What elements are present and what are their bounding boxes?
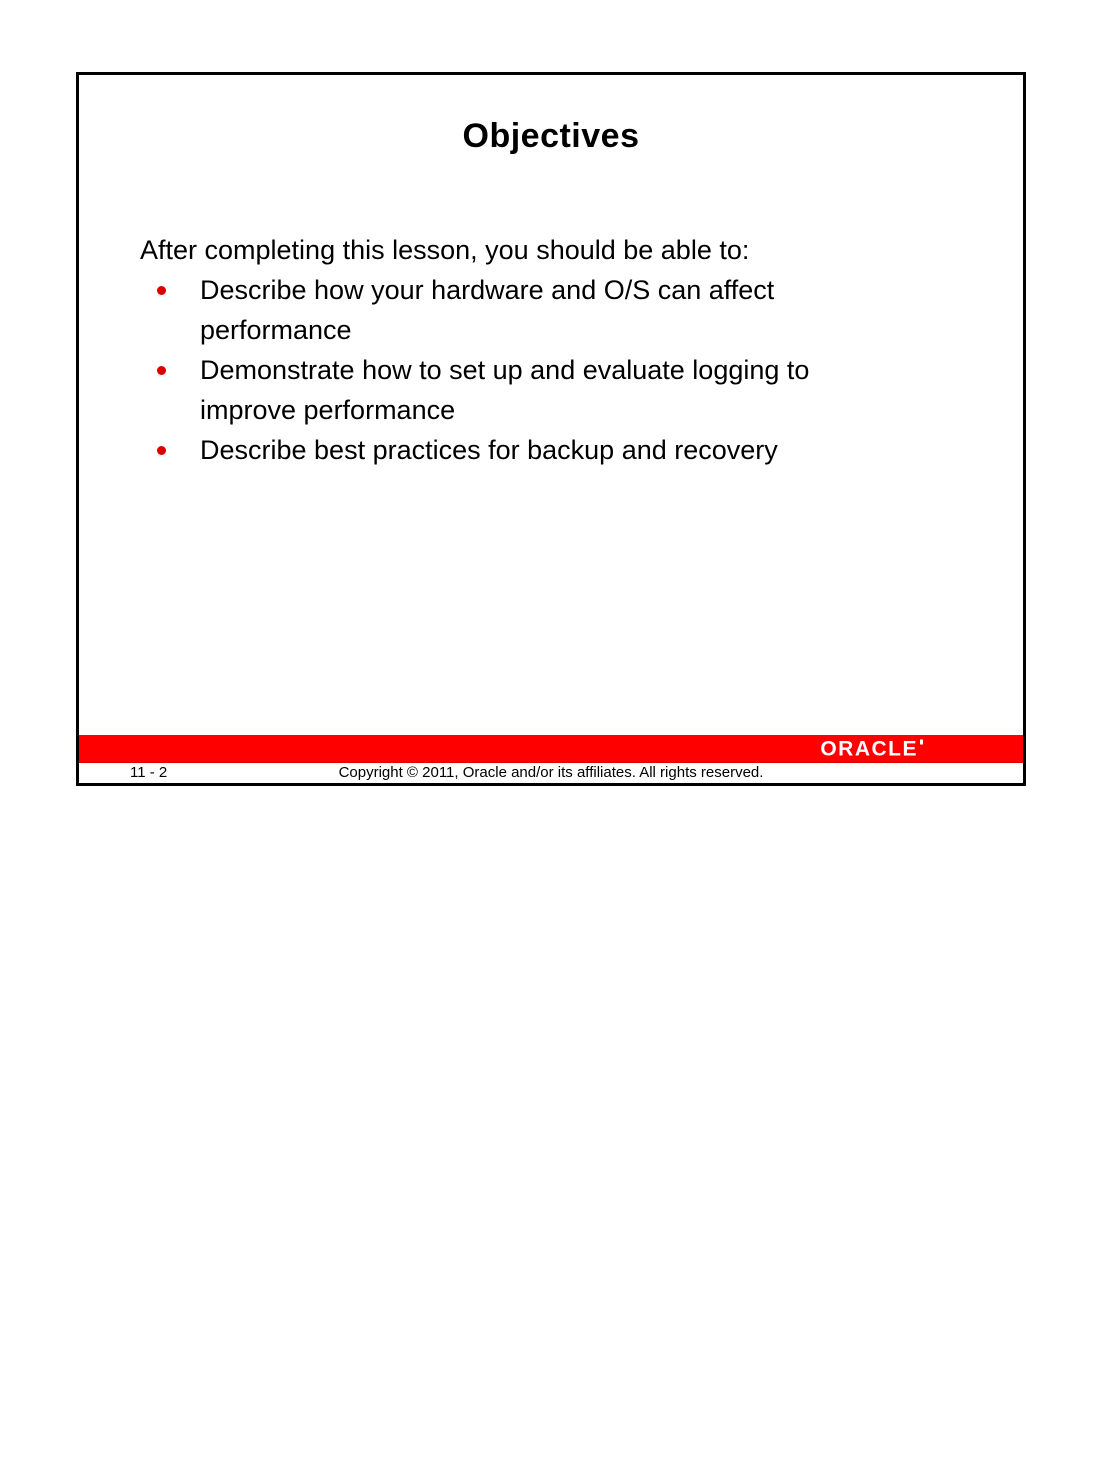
bullet-text: Describe best practices for backup and recovery (200, 435, 778, 465)
bullet-item (140, 430, 900, 470)
bullet-text: Describe how your hardware and O/S can affect performance (200, 275, 775, 345)
oracle-logo (820, 738, 923, 759)
bullet-list (140, 270, 900, 470)
slide (76, 72, 1026, 786)
slide-footer (79, 764, 1023, 784)
registered-trademark-icon (920, 739, 923, 744)
brand-bar (79, 735, 1023, 763)
bullet-item (140, 270, 900, 350)
slide-title: Objectives (462, 117, 640, 155)
slide-body (140, 230, 920, 470)
bullet-icon (157, 286, 166, 295)
oracle-logo-text: ORACLE (820, 737, 918, 760)
bullet-text: Demonstrate how to set up and evaluate logging to improve performance (200, 355, 810, 425)
intro-text: After completing this lesson, you should be able to: (140, 235, 750, 265)
bullet-item (140, 350, 900, 430)
page-number: 11 - 2 (130, 764, 168, 781)
bullet-icon (157, 446, 166, 455)
bullet-icon (157, 366, 166, 375)
copyright-text: Copyright © 2011, Oracle and/or its affiliates. All rights reserved. (338, 764, 764, 781)
